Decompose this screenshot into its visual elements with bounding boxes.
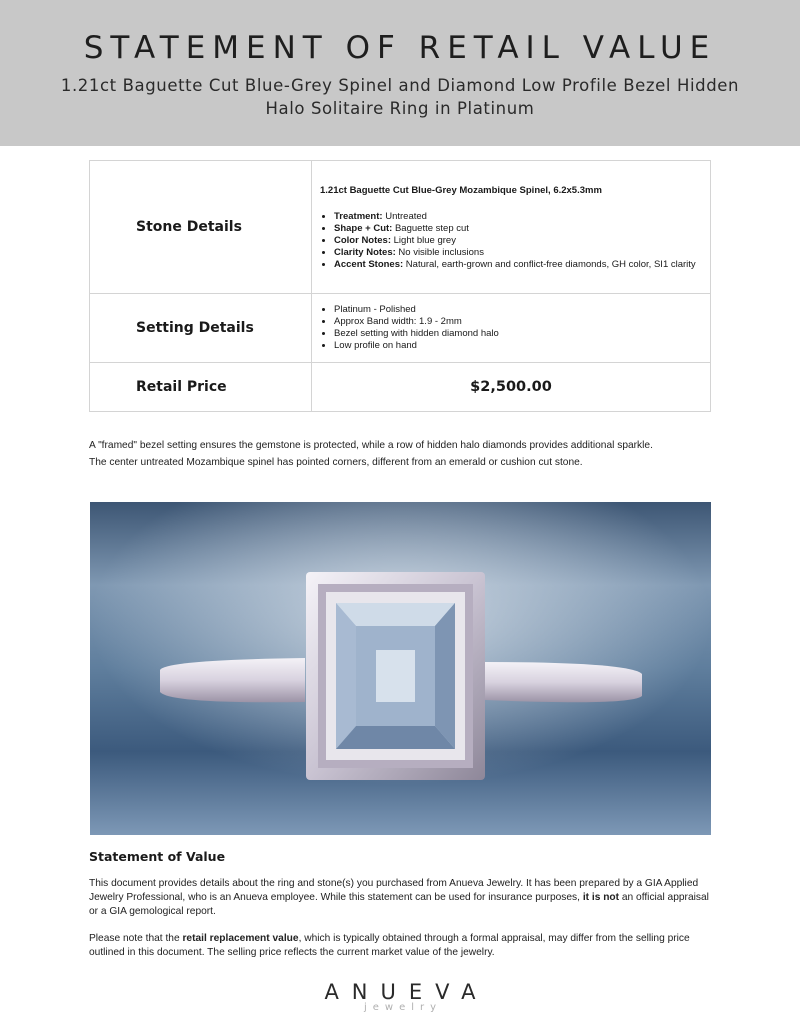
header-banner (0, 0, 800, 146)
setting-details-info (312, 294, 711, 363)
stone-details-list (320, 211, 702, 271)
setting-details-row (90, 294, 711, 363)
description-line-1: A "framed" bezel setting ensures the gemstone is protected, while a row of hidden halo diamonds provides additional sparkle. (89, 440, 653, 451)
setting-details-label: Setting Details (90, 294, 312, 363)
list-item: • Clarity Notes: No visible inclusions (334, 247, 702, 259)
statement-heading: Statement of Value (89, 849, 226, 864)
description-line-2: The center untreated Mozambique spinel has pointed corners, different from an emerald or cushion cut stone. (89, 457, 583, 468)
stone-details-label: Stone Details (90, 161, 312, 294)
anueva-logo (0, 980, 800, 1013)
ring-photo (90, 502, 711, 835)
statement-paragraph-2: Please note that the retail replacement value, which is typically obtained through a formal appraisal, may differ from the selling price outlined in this document. The selling price reflects the current market value of the jewelry. (89, 933, 690, 958)
stone-details-info (312, 161, 711, 294)
logo-name: ANUEVA (324, 980, 489, 1004)
logo-subtitle: jewelry (363, 1002, 443, 1013)
retail-price-row (90, 363, 711, 412)
product-description (89, 437, 729, 471)
list-item: • Low profile on hand (334, 340, 702, 352)
page-subtitle: 1.21ct Baguette Cut Blue-Grey Spinel and Diamond Low Profile Bezel Hidden Halo Solitaire Ring in Platinum (60, 76, 740, 118)
stone-details-row (90, 161, 711, 294)
list-item: • Treatment: Untreated (334, 211, 702, 223)
list-item: • Color Notes: Light blue grey (334, 235, 702, 247)
retail-price-value: $2,500.00 (312, 363, 711, 412)
list-item: • Approx Band width: 1.9 - 2mm (334, 316, 702, 328)
list-item: • Bezel setting with hidden diamond halo (334, 328, 702, 340)
list-item: • Shape + Cut: Baguette step cut (334, 223, 702, 235)
details-table (89, 160, 711, 412)
list-item: • Accent Stones: Natural, earth-grown and conflict-free diamonds, GH color, SI1 clarity (334, 259, 702, 271)
list-item: • Platinum - Polished (334, 304, 702, 316)
stone-title: 1.21ct Baguette Cut Blue-Grey Mozambique Spinel, 6.2x5.3mm (320, 185, 602, 196)
page-title: STATEMENT OF RETAIL VALUE (83, 30, 717, 66)
retail-price-label: Retail Price (90, 363, 312, 412)
statement-paragraph-1: This document provides details about the ring and stone(s) you purchased from Anueva Jewelry. It has been prepared by a GIA Applied Jewelry Professional, who is an Anueva employee. While this statement can be used for insurance purposes, it is not an official appraisal or a GIA gemological report. (89, 878, 709, 917)
setting-details-list (320, 304, 702, 352)
